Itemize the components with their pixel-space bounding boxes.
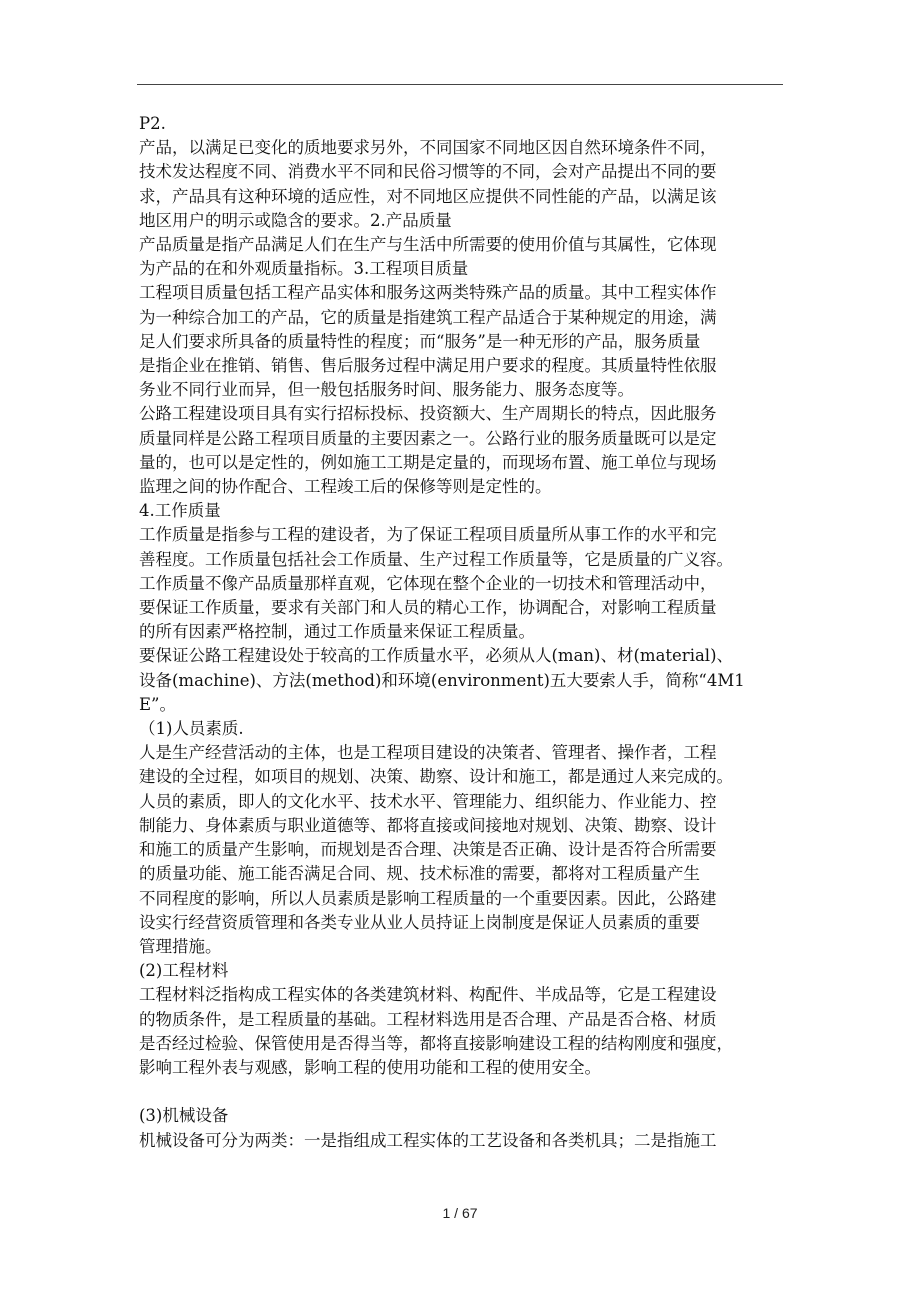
text-line: 地区用户的明示或隐含的要求。2.产品质量 bbox=[139, 210, 452, 230]
text-line: 4.工作质量 bbox=[139, 501, 221, 521]
text-line: 建设的全过程，如项目的规划、决策、勘察、设计和施工，都是通过人来完成的。 bbox=[139, 767, 733, 787]
text-line: 的所有因素严格控制，通过工作质量来保证工程质量。 bbox=[139, 622, 535, 642]
text-line: 务业不同行业而异，但一般包括服务时间、服务能力、服务态度等。 bbox=[139, 380, 634, 400]
header-rule bbox=[137, 84, 783, 85]
text-line: 质量同样是公路工程项目质量的主要因素之一。公路行业的服务质量既可以是定 bbox=[139, 428, 717, 448]
text-line: 影响工程外表与观感，影响工程的使用功能和工程的使用安全。 bbox=[139, 1057, 601, 1077]
document-body bbox=[139, 112, 787, 1153]
text-line: 监理之间的协作配合、工程竣工后的保修等则是定性的。 bbox=[139, 477, 552, 497]
text-line: （1)人员素质. bbox=[139, 719, 244, 739]
text-line: 人是生产经营活动的主体，也是工程项目建设的决策者、管理者、操作者，工程 bbox=[139, 743, 717, 763]
text-line: 技术发达程度不同、消费水平不同和民俗习惯等的不同，会对产品提出不同的要 bbox=[139, 162, 717, 182]
page-number: 1 / 67 bbox=[442, 1205, 478, 1221]
text-line: 工程项目质量包括工程产品实体和服务这两类特殊产品的质量。其中工程实体作 bbox=[139, 283, 717, 303]
text-line: (2)工程材料 bbox=[139, 961, 229, 981]
text-line: 制能力、身体素质与职业道德等、都将直接或间接地对规划、决策、勘察、设计 bbox=[139, 815, 717, 835]
text-line: 工作质量不像产品质量那样直观，它体现在整个企业的一切技术和管理活动中， bbox=[139, 573, 717, 593]
text-line: 公路工程建设项目具有实行招标投标、投资额大、生产周期长的特点，因此服务 bbox=[139, 404, 717, 424]
text-line: 管理措施。 bbox=[139, 936, 222, 956]
text-line: 要保证公路工程建设处于较高的工作质量水平，必须从人(man)、材(material)、 bbox=[139, 646, 734, 666]
text-line: 是指企业在推销、销售、售后服务过程中满足用户要求的程度。其质量特性依服 bbox=[139, 356, 717, 376]
text-line: (3)机械设备 bbox=[139, 1106, 229, 1126]
text-line: 工程材料泛指构成工程实体的各类建筑材料、构配件、半成品等，它是工程建设 bbox=[139, 985, 717, 1005]
text-line: 不同程度的影响，所以人员素质是影响工程质量的一个重要因素。因此，公路建 bbox=[139, 888, 717, 908]
blank-line bbox=[139, 1080, 787, 1104]
text-line: 善程度。工作质量包括社会工作质量、生产过程工作质量等，它是质量的广义容。 bbox=[139, 549, 733, 569]
text-line: 设实行经营资质管理和各类专业从业人员持证上岗制度是保证人员素质的重要 bbox=[139, 912, 700, 932]
text-line: P2. bbox=[139, 114, 166, 133]
text-line: 足人们要求所具备的质量特性的程度；而“服务”是一种无形的产品，服务质量 bbox=[139, 331, 701, 351]
text-line: 为一种综合加工的产品，它的质量是指建筑工程产品适合于某种规定的用途，满 bbox=[139, 307, 717, 327]
text-line: 人员的素质，即人的文化水平、技术水平、管理能力、组织能力、作业能力、控 bbox=[139, 791, 717, 811]
text-line: 机械设备可分为两类：一是指组成工程实体的工艺设备和各类机具；二是指施工 bbox=[139, 1130, 717, 1150]
text-line: 量的，也可以是定性的，例如施工工期是定量的，而现场布置、施工单位与现场 bbox=[139, 452, 717, 472]
text-line: 的质量功能、施工能否满足合同、规、技术标准的需要，都将对工程质量产生 bbox=[139, 864, 700, 884]
text-line: 和施工的质量产生影响，而规划是否合理、决策是否正确、设计是否符合所需要 bbox=[139, 840, 717, 860]
text-line: 产品，以满足已变化的质地要求另外，不同国家不同地区因自然环境条件不同， bbox=[139, 138, 717, 158]
text-line: 要保证工作质量，要求有关部门和人员的精心工作，协调配合，对影响工程质量 bbox=[139, 598, 717, 618]
text-line: 设备(machine)、方法(method)和环境(environment)五大要索人手，简称“4M1 bbox=[139, 670, 745, 690]
text-line: 为产品的在和外观质量指标。3.工程项目质量 bbox=[139, 259, 469, 279]
text-line: 产品质量是指产品满足人们在生产与生活中所需要的使用价值与其属性，它体现 bbox=[139, 235, 717, 255]
text-line: 工作质量是指参与工程的建设者，为了保证工程项目质量所从事工作的水平和完 bbox=[139, 525, 717, 545]
text-line: 求，产品具有这种环境的适应性，对不同地区应提供不同性能的产品，以满足该 bbox=[139, 186, 717, 206]
text-line: 的物质条件，是工程质量的基础。工程材料选用是否合理、产品是否合格、材质 bbox=[139, 1009, 717, 1029]
text-line: E”。 bbox=[139, 694, 176, 714]
text-line: 是否经过检验、保管使用是否得当等，都将直接影响建设工程的结构刚度和强度， bbox=[139, 1033, 733, 1053]
